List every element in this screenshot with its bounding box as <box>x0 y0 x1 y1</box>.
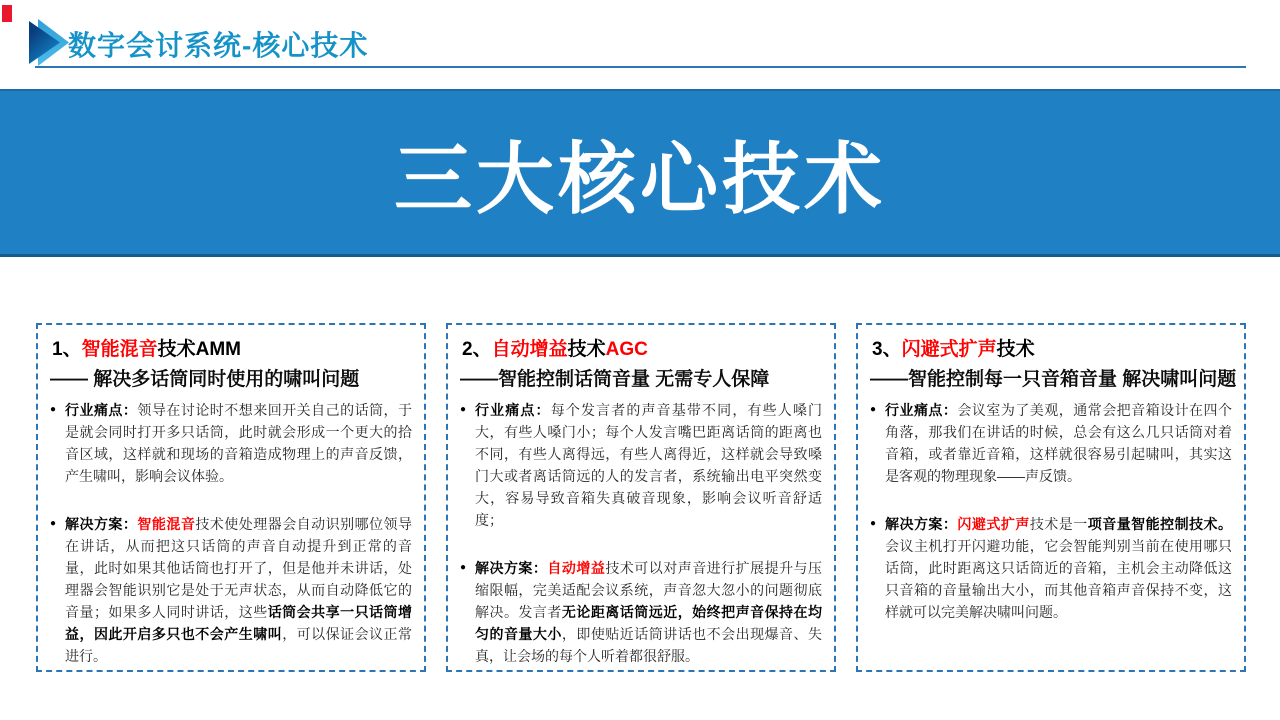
bullet-icon: ● <box>870 518 877 529</box>
text-segment: 行业痛点： <box>65 402 138 418</box>
text-segment: 技术 <box>567 339 606 360</box>
text-segment: 会议室为了美观，通常会把音箱设计在四个角落，那我们在讲话的时候，总会有这么几只话筒对着音箱，或者靠近音箱，这样就很容易引起啸叫，其实这是客观的物理现象——声反馈。 <box>885 402 1233 484</box>
bullet-text <box>475 402 822 528</box>
tech-card-title <box>52 337 412 363</box>
bullet-text <box>65 516 412 664</box>
solution-item <box>870 513 1232 623</box>
text-segment: 会议主机打开闪避功能，它会智能判别当前在使用哪只话筒，此时距离这只话筒近的音箱，主机会主动降低这只音箱的音量输出大小，而其他音箱声音保持不变，这样就可以完美解决啸叫问题。 <box>885 538 1232 620</box>
text-segment: ，即使贴近话筒讲话也不会出现爆音、失真，让会场的每个人听着都很舒服。 <box>475 626 823 664</box>
text-segment: 闪避式扩声 <box>901 339 997 360</box>
tech-card-subtitle: —— 解决多话筒同时使用的啸叫问题 <box>50 369 360 390</box>
pain-point-item <box>870 399 1232 487</box>
text-segment: 话筒会共享一只话筒增益，因此开启多只也不会产生啸叫 <box>65 604 413 642</box>
text-segment: 技术可以对声音进行扩展提升与压缩限幅，完美适配会议系统，声音忽大忽小的问题彻底解决。发言者 <box>475 560 823 620</box>
text-segment: AGC <box>605 339 648 360</box>
text-segment: 行业痛点： <box>885 402 958 418</box>
text-segment: 1、 <box>52 339 82 360</box>
bullet-icon: ● <box>460 562 467 573</box>
tech-card-subtitle: ——智能控制话筒音量 无需专人保障 <box>460 369 770 390</box>
text-segment: 自动增益 <box>547 560 606 576</box>
text-segment: ，可以保证会议正常进行。 <box>65 626 413 664</box>
page-title: 数字会讨系统-核心技术 <box>68 30 369 61</box>
text-segment: 技术是一 <box>1029 516 1088 532</box>
bullet-text <box>475 560 822 664</box>
text-segment: 技术AMM <box>157 339 241 360</box>
text-segment: 项音量智能控制技术。 <box>1087 516 1233 532</box>
text-segment: 解决方案： <box>885 516 958 532</box>
tech-card-title <box>872 337 1232 363</box>
bullet-text <box>885 402 1232 484</box>
bullet-icon: ● <box>50 518 57 529</box>
pain-point-item <box>460 399 822 531</box>
text-segment: 2、 <box>462 339 492 360</box>
banner <box>0 89 1280 257</box>
text-segment: 闪避式扩声 <box>957 516 1030 532</box>
text-segment: 行业痛点： <box>475 402 551 418</box>
text-segment: 技术使处理器会自动识别哪位领导在讲话，从而把这只话筒的声音自动提升到正常的音量，此时如果其他话筒也打开了，但是他并未讲话，处理器会智能识别它是处于无声状态，从而自动降低它的音量；如果多人同时讲话，这些 <box>65 516 413 620</box>
tech-card-title <box>462 337 822 363</box>
tech-card <box>36 323 426 672</box>
bullet-text <box>65 402 412 484</box>
text-segment: 智能混音 <box>137 516 196 532</box>
text-segment: 无论距离话筒远近，始终把声音保持在均匀的音量大小 <box>475 604 823 642</box>
header-divider <box>35 66 1246 68</box>
text-segment: 每个发言者的声音基带不同，有些人嗓门大，有些人嗓门小；每个人发言嘴巴距离话筒的距离也不同，有些人离得远，有些人离得近，这样就会导致嗓门大或者离话筒远的人的发言者，系统输出电平突然变大，容易导致音箱失真破音现象，影响会议听音舒适度； <box>475 402 823 528</box>
solution-item <box>460 557 822 667</box>
bullet-icon: ● <box>870 404 877 415</box>
bullet-icon: ● <box>460 404 467 415</box>
text-segment: 自动增益 <box>491 339 568 360</box>
text-segment: 领导在讨论时不想来回开关自己的话筒，于是就会同时打开多只话筒，此时就会形成一个更大的拾音区域，这样就和现场的音箱造成物理上的声音反馈，产生啸叫，影响会议体验。 <box>65 402 413 484</box>
text-segment: 3、 <box>872 339 902 360</box>
tech-card <box>446 323 836 672</box>
tech-columns <box>36 323 1246 672</box>
banner-title: 三大核心技术 <box>393 134 886 223</box>
solution-item <box>50 513 412 667</box>
text-segment: 智能混音 <box>81 339 158 360</box>
red-corner-mark <box>2 5 12 22</box>
tech-card-subtitle: ——智能控制每一只音箱音量 解决啸叫问题 <box>870 369 1237 390</box>
text-segment: 解决方案： <box>475 560 548 576</box>
bullet-icon: ● <box>50 404 57 415</box>
arrow-icon <box>29 19 69 66</box>
text-segment: 解决方案： <box>65 516 138 532</box>
pain-point-item <box>50 399 412 487</box>
bullet-text <box>885 516 1232 620</box>
tech-card <box>856 323 1246 672</box>
text-segment: 技术 <box>996 339 1035 360</box>
